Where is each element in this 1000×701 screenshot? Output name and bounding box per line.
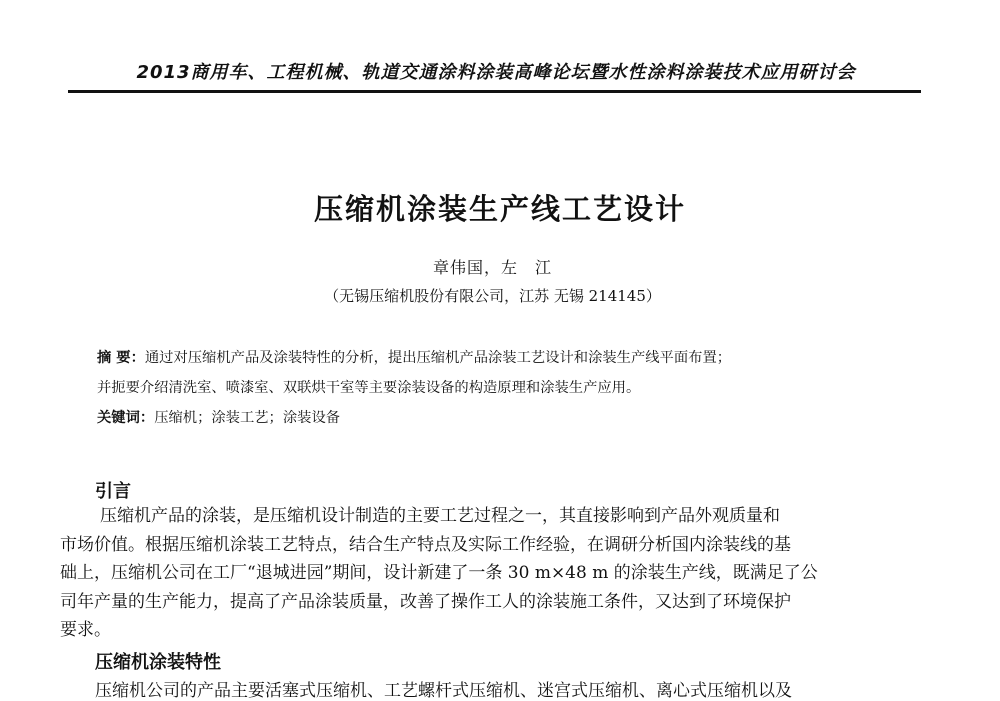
paper-title: 压缩机涂装生产线工艺设计 bbox=[313, 192, 686, 226]
running-head: 2013商用车、工程机械、轨道交通涂料涂装高峰论坛暨水性涂料涂装技术应用研讨会 bbox=[136, 62, 856, 83]
body-line-partial: 压缩机公司的产品主要活塞式压缩机、工艺螺杆式压缩机、迷宫式压缩机、离心式压缩机以及 bbox=[95, 681, 792, 701]
body-line: 市场价值。根据压缩机涂装工艺特点，结合生产特点及实际工作经验，在调研分析国内涂装线的基 bbox=[60, 534, 791, 555]
section-heading-intro: 引言 bbox=[95, 481, 131, 502]
abstract-label: 摘 要： bbox=[97, 350, 145, 366]
abstract-line-1 bbox=[97, 343, 907, 373]
section-heading-characteristics: 压缩机涂装特性 bbox=[95, 652, 221, 673]
body-line: 础上，压缩机公司在工厂“退城进园”期间，设计新建了一条 30 m×48 m 的涂装生产线，既满足了公 bbox=[60, 563, 818, 583]
header-rule bbox=[68, 90, 921, 93]
keywords-label: 关键词： bbox=[97, 410, 155, 426]
authors: 章伟国，左 江 bbox=[432, 258, 552, 277]
abstract-block bbox=[97, 343, 907, 433]
affiliation: （无锡压缩机股份有限公司，江苏 无锡 214145） bbox=[324, 287, 661, 305]
body-line: 司年产量的生产能力，提高了产品涂装质量，改善了操作工人的涂装施工条件，又达到了环境保护 bbox=[60, 591, 791, 612]
intro-body bbox=[60, 502, 922, 645]
abstract-text-2: 并扼要介绍清洗室、喷漆室、双联烘干室等主要涂装设备的构造原理和涂装生产应用。 bbox=[97, 380, 641, 396]
abstract-text-1: 通过对压缩机产品及涂装特性的分析，提出压缩机产品涂装工艺设计和涂装生产线平面布置； bbox=[144, 350, 732, 366]
keywords: 压缩机；涂装工艺；涂装设备 bbox=[154, 410, 341, 426]
body-line: 要求。 bbox=[60, 620, 111, 640]
keywords-line bbox=[97, 403, 907, 433]
body-line: 压缩机产品的涂装，是压缩机设计制造的主要工艺过程之一，其直接影响到产品外观质量和 bbox=[100, 506, 780, 526]
